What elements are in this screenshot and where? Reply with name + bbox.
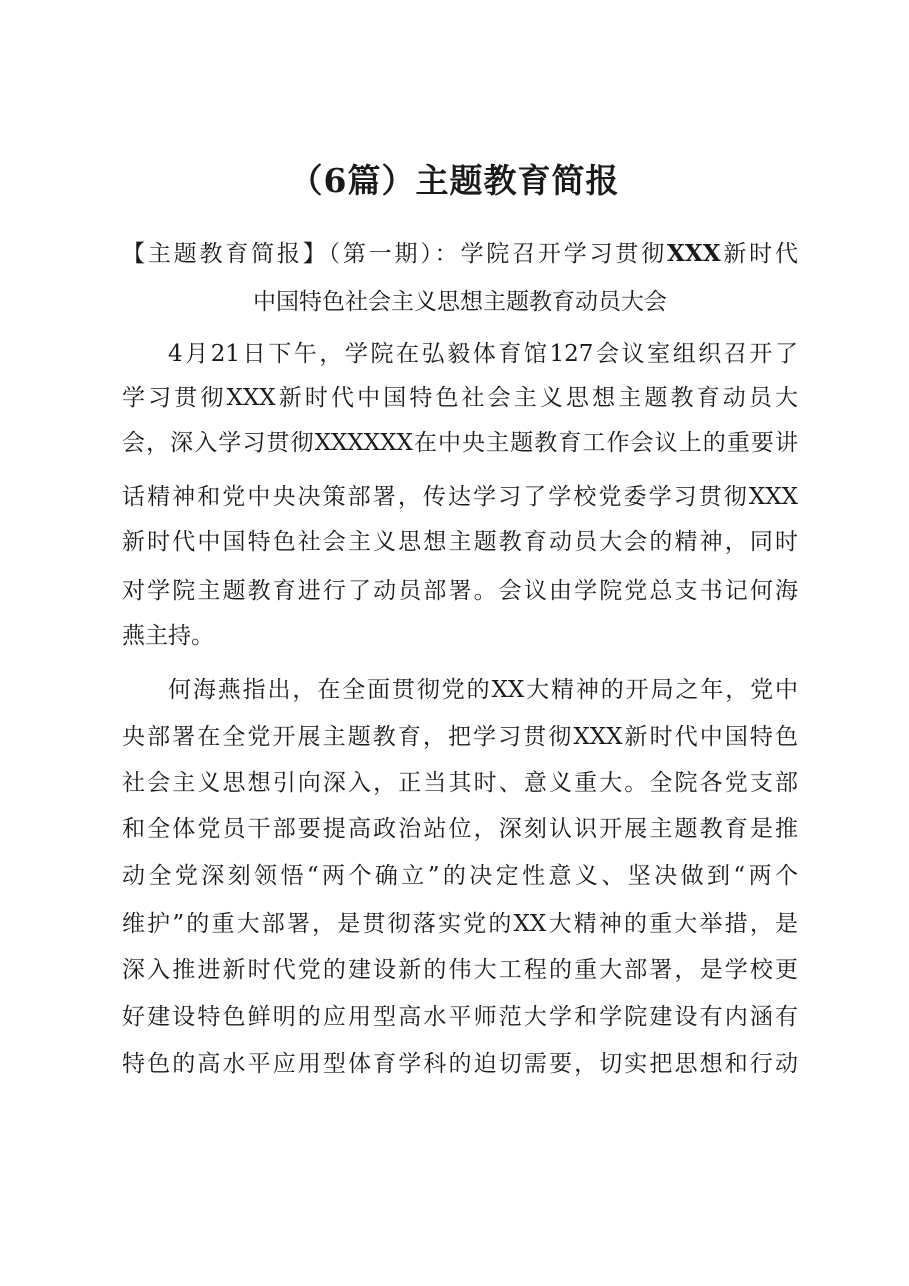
- paragraph-line: 特色的高水平应用型体育学科的迫切需要，切实把思想和行动: [122, 1051, 798, 1077]
- subtitle-prefix: 【主题教育简报】（第一期）：学院召开学习贯彻: [122, 241, 667, 267]
- paragraph-line: 4月21日下午，学院在弘毅体育馆127会议室组织召开了: [168, 341, 798, 367]
- subtitle-bold: XXX: [667, 240, 721, 267]
- paragraph-line: 央部署在全党开展主题教育，把学习贯彻XXX新时代中国特色: [122, 724, 798, 750]
- document-title: （6篇）主题教育简报: [289, 161, 620, 200]
- paragraph-line: 维护”的重大部署，是贯彻落实党的XX大精神的重大举措，是: [122, 911, 798, 937]
- paragraph-line: 学习贯彻XXX新时代中国特色社会主义思想主题教育动员大: [122, 385, 798, 411]
- paragraph-line: 话精神和党中央决策部署，传达学习了学校党委学习贯彻XXX: [122, 484, 798, 510]
- paragraph-line: 动全党深刻领悟“两个确立”的决定性意义、坚决做到“两个: [122, 863, 798, 889]
- paragraph-line: 深入推进新时代党的建设新的伟大工程的重大部署，是学校更: [122, 957, 798, 983]
- subtitle-line-1: [122, 239, 798, 269]
- paragraph-line: 燕主持。: [122, 623, 214, 649]
- subtitle-line-2: 中国特色社会主义思想主题教育动员大会: [253, 289, 667, 315]
- paragraph-line: 会，深入学习贯彻XXXXXX在中央主题教育工作会议上的重要讲: [122, 430, 798, 456]
- paragraph-line: 对学院主题教育进行了动员部署。会议由学院党总支书记何海: [122, 578, 798, 604]
- subtitle-suffix: 新时代: [720, 241, 798, 267]
- paragraph-line: 社会主义思想引向深入，正当其时、意义重大。全院各党支部: [122, 770, 798, 796]
- paragraph-line: 和全体党员干部要提高政治站位，深刻认识开展主题教育是推: [122, 816, 798, 842]
- paragraph-line: 新时代中国特色社会主义思想主题教育动员大会的精神，同时: [122, 529, 798, 555]
- paragraph-line: 何海燕指出，在全面贯彻党的XX大精神的开局之年，党中: [168, 677, 798, 703]
- paragraph-line: 好建设特色鲜明的应用型高水平师范大学和学院建设有内涵有: [122, 1004, 798, 1030]
